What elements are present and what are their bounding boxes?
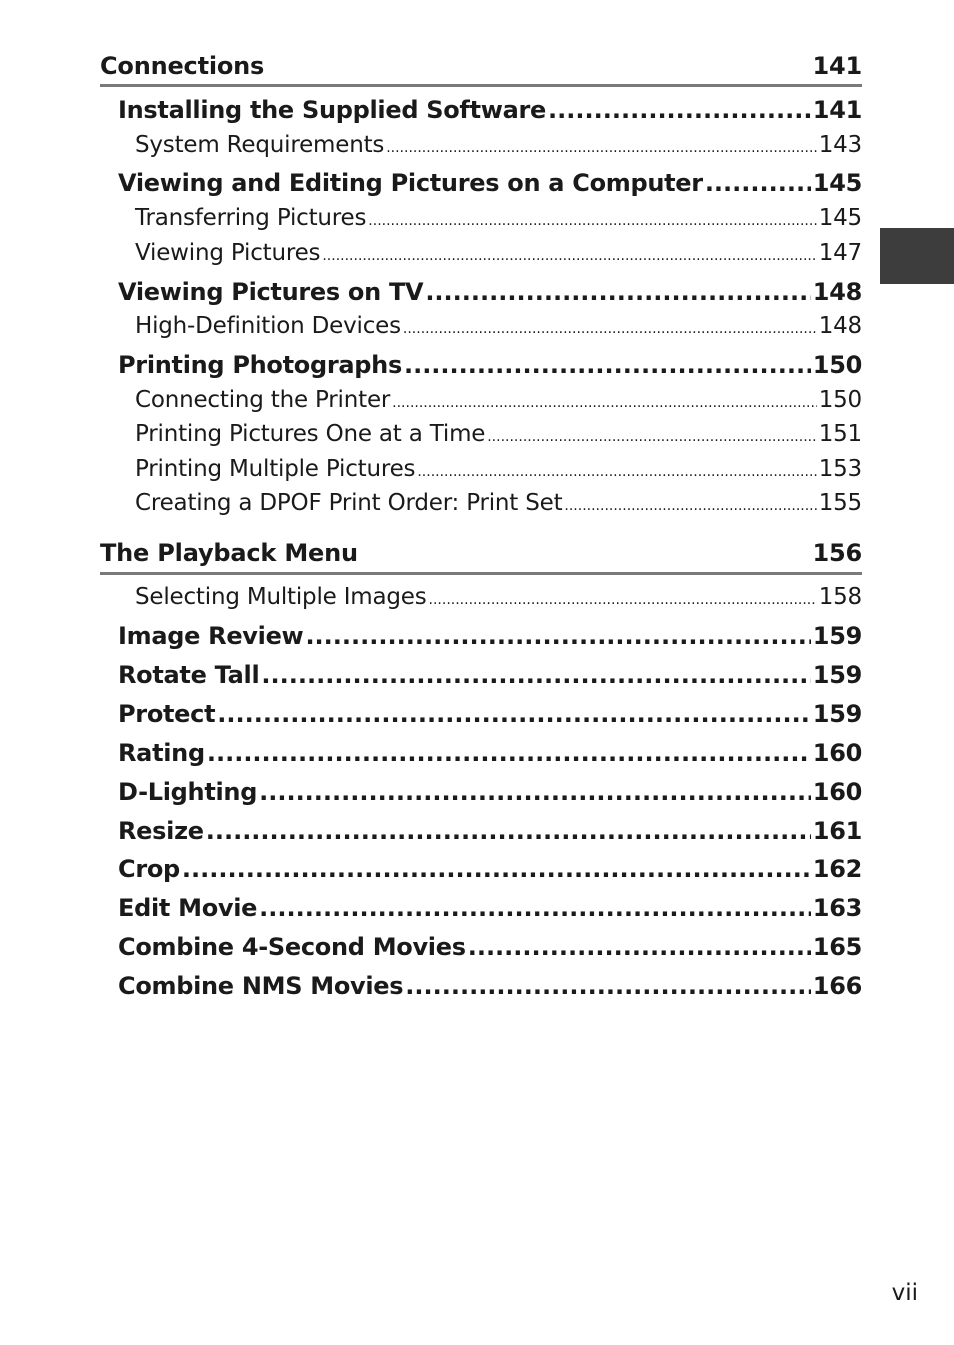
toc-entry-title: System Requirements bbox=[135, 132, 385, 158]
toc-entry-title: High-Definition Devices bbox=[135, 313, 401, 339]
section-page: 156 bbox=[812, 539, 862, 567]
toc-entry-title: Transferring Pictures bbox=[135, 205, 367, 231]
toc-entry-page: 166 bbox=[812, 972, 862, 1000]
toc-subentry[interactable] bbox=[135, 421, 862, 447]
dot-leader bbox=[217, 700, 811, 728]
toc-entry-title: Printing Photographs bbox=[118, 351, 402, 379]
section-title: The Playback Menu bbox=[100, 539, 358, 567]
toc-entry[interactable] bbox=[118, 894, 862, 922]
toc-entry-page: 143 bbox=[818, 132, 862, 158]
toc-entry-page: 145 bbox=[812, 169, 862, 197]
toc-entry[interactable] bbox=[118, 278, 862, 306]
section-heading-playback-menu bbox=[100, 541, 862, 565]
toc-entry[interactable] bbox=[118, 855, 862, 883]
toc-entry-title: Viewing Pictures on TV bbox=[118, 278, 424, 306]
dot-leader bbox=[405, 972, 811, 1000]
section-divider bbox=[100, 572, 862, 575]
toc-entry[interactable] bbox=[118, 622, 862, 650]
toc-entry[interactable] bbox=[118, 96, 862, 124]
toc-entry-page: 151 bbox=[818, 421, 862, 447]
dot-leader bbox=[386, 140, 817, 156]
toc-entry-title: Viewing Pictures bbox=[135, 240, 321, 266]
dot-leader bbox=[548, 96, 811, 124]
toc-entry-title: Viewing and Editing Pictures on a Computer bbox=[118, 169, 703, 197]
toc-entry-title: Crop bbox=[118, 855, 180, 883]
toc-entry-page: 155 bbox=[818, 490, 862, 516]
dot-leader bbox=[207, 739, 811, 767]
toc-entry-page: 150 bbox=[812, 351, 862, 379]
toc-subentry[interactable] bbox=[135, 584, 862, 610]
toc-entry[interactable] bbox=[118, 700, 862, 728]
toc-entry-page: 160 bbox=[812, 778, 862, 806]
toc-entry-title: Connecting the Printer bbox=[135, 387, 391, 413]
toc-entry[interactable] bbox=[118, 351, 862, 379]
dot-leader bbox=[368, 213, 816, 229]
toc-entry-page: 148 bbox=[818, 313, 862, 339]
section-page: 141 bbox=[812, 52, 862, 80]
page-number: vii bbox=[891, 1280, 918, 1306]
dot-leader bbox=[259, 894, 811, 922]
toc-entry-title: Combine NMS Movies bbox=[118, 972, 404, 1000]
toc-entry-page: 159 bbox=[812, 622, 862, 650]
toc-entry-page: 159 bbox=[812, 700, 862, 728]
toc-entry-page: 161 bbox=[812, 817, 862, 845]
toc-entry-page: 158 bbox=[818, 584, 862, 610]
dot-leader bbox=[322, 248, 816, 264]
toc-subentry[interactable] bbox=[135, 132, 862, 158]
toc-entry-page: 162 bbox=[812, 855, 862, 883]
toc-entry-page: 150 bbox=[818, 387, 862, 413]
toc-subentry[interactable] bbox=[135, 490, 862, 516]
dot-leader bbox=[468, 933, 811, 961]
toc-entry-page: 153 bbox=[818, 456, 862, 482]
chapter-side-tab bbox=[880, 228, 954, 284]
toc-entry-title: Rating bbox=[118, 739, 205, 767]
toc-entry-page: 141 bbox=[812, 96, 862, 124]
toc-entry-title: Protect bbox=[118, 700, 216, 728]
dot-leader bbox=[259, 778, 811, 806]
toc-entry-page: 159 bbox=[812, 661, 862, 689]
toc-entry-title: Rotate Tall bbox=[118, 661, 260, 689]
toc-entry-title: Installing the Supplied Software bbox=[118, 96, 547, 124]
toc-entry-title: Combine 4-Second Movies bbox=[118, 933, 466, 961]
toc-entry-title: D-Lighting bbox=[118, 778, 258, 806]
dot-leader bbox=[429, 592, 817, 608]
toc-entry[interactable] bbox=[118, 169, 862, 197]
toc-entry-title: Resize bbox=[118, 817, 204, 845]
toc-subentry[interactable] bbox=[135, 456, 862, 482]
dot-leader bbox=[261, 661, 810, 689]
toc-entry-title: Image Review bbox=[118, 622, 304, 650]
toc-entry[interactable] bbox=[118, 817, 862, 845]
toc-subentry[interactable] bbox=[135, 240, 862, 266]
dot-leader bbox=[705, 169, 811, 197]
dot-leader bbox=[487, 429, 816, 445]
dot-leader bbox=[403, 321, 817, 337]
section-title: Connections bbox=[100, 52, 265, 80]
toc-entry-title: Edit Movie bbox=[118, 894, 258, 922]
dot-leader bbox=[564, 498, 816, 514]
dot-leader bbox=[417, 464, 816, 480]
toc-entry-page: 145 bbox=[818, 205, 862, 231]
toc-entry-title: Printing Pictures One at a Time bbox=[135, 421, 486, 447]
toc-entry-page: 147 bbox=[818, 240, 862, 266]
toc-subentry[interactable] bbox=[135, 387, 862, 413]
section-divider bbox=[100, 84, 862, 87]
dot-leader bbox=[305, 622, 810, 650]
toc-entry[interactable] bbox=[118, 739, 862, 767]
section-heading-connections bbox=[100, 54, 862, 78]
dot-leader bbox=[206, 817, 811, 845]
dot-leader bbox=[425, 278, 810, 306]
toc-entry-page: 148 bbox=[812, 278, 862, 306]
toc-entry-title: Printing Multiple Pictures bbox=[135, 456, 416, 482]
toc-entry-page: 160 bbox=[812, 739, 862, 767]
toc-entry[interactable] bbox=[118, 661, 862, 689]
dot-leader bbox=[392, 395, 817, 411]
toc-entry-title: Selecting Multiple Images bbox=[135, 584, 427, 610]
toc-entry-page: 165 bbox=[812, 933, 862, 961]
toc-entry[interactable] bbox=[118, 972, 862, 1000]
toc-entry[interactable] bbox=[118, 778, 862, 806]
toc-entry[interactable] bbox=[118, 933, 862, 961]
toc-entry-title: Creating a DPOF Print Order: Print Set bbox=[135, 490, 563, 516]
toc-subentry[interactable] bbox=[135, 205, 862, 231]
dot-leader bbox=[404, 351, 811, 379]
toc-entry-page: 163 bbox=[812, 894, 862, 922]
dot-leader bbox=[182, 855, 811, 883]
toc-subentry[interactable] bbox=[135, 313, 862, 339]
